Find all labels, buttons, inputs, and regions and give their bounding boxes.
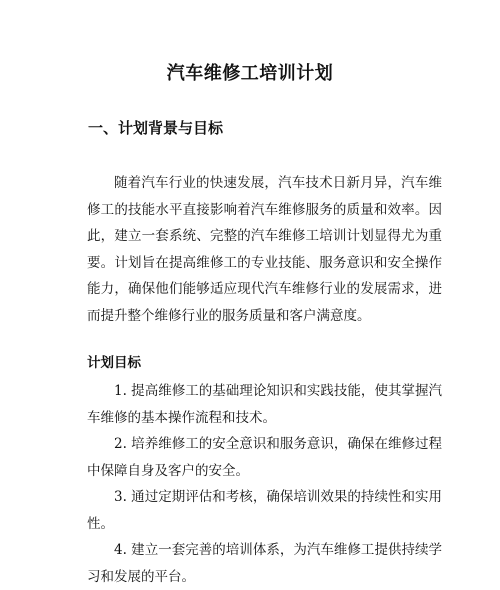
goals-list: [87, 378, 442, 590]
goal-item: 4. 建立一套完善的培训体系，为汽车维修工提供持续学习和发展的平台。: [87, 542, 442, 585]
section-heading: 一、计划背景与目标: [88, 119, 224, 137]
goal-item: 3. 通过定期评估和考核，确保培训效果的持续性和实用性。: [87, 489, 442, 532]
document-title: 汽车维修工培训计划: [166, 63, 334, 84]
goals-heading: 计划目标: [87, 355, 141, 371]
goal-item: 1. 提高维修工的基础理论知识和实践技能，使其掌握汽车维修的基本操作流程和技术。: [87, 383, 442, 426]
goal-item: 2. 培养维修工的安全意识和服务意识，确保在维修过程中保障自身及客户的安全。: [87, 436, 442, 479]
intro-paragraph: 随着汽车行业的快速发展，汽车技术日新月异，汽车维修工的技能水平直接影响着汽车维修服务的质量和效率。因此，建立一套系统、完整的汽车维修工培训计划显得尤为重要。计划旨在提高维修工的专业技能、服务意识和安全操作能力，确保他们能够适应现代汽车维修行业的发展需求，进而提升整个维修行业的服务质量和客户满意度。: [87, 175, 442, 324]
